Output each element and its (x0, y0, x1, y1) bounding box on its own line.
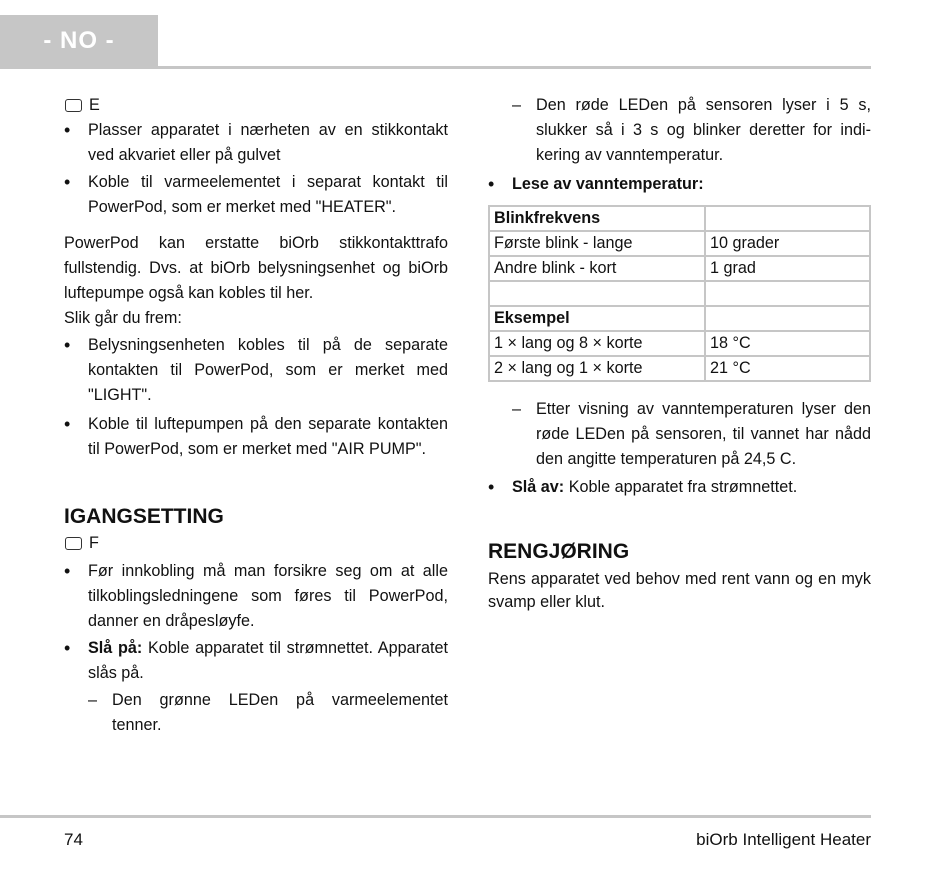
paragraph-powerpod: PowerPod kan erstatte biOrb stikkontakttrafo fullstendig. Dvs. at biOrb belysningsenhet og biOrb luftepumpe også kan kobles til her. (64, 234, 448, 302)
read-temperature-label: Lese av vanntemperatur: (512, 175, 704, 193)
language-tab: - NO - (0, 15, 158, 67)
table-row (489, 331, 870, 356)
footer-rule (0, 815, 871, 818)
table-row (489, 306, 870, 331)
switch-on-text: Koble apparatet til strømnettet. Apparatet slås på. (88, 639, 448, 682)
heading-rengjoring: RENGJØRING (488, 540, 630, 563)
paragraph-cleaning: Rens apparatet ved behov med rent vann og en myk svamp eller klut. (488, 570, 871, 611)
table-row (489, 356, 870, 381)
dash-after-display (512, 397, 871, 472)
step-f (64, 531, 448, 556)
table-cell: Andre blink - kort (489, 256, 705, 281)
footer-title: biOrb Intelligent Heater (696, 830, 871, 849)
table-cell: 1 grad (705, 256, 870, 281)
page-number: 74 (64, 830, 83, 849)
table-cell: 1 × lang og 8 × korte (489, 331, 705, 356)
dash-mark: – (88, 691, 98, 709)
table-row (489, 256, 870, 281)
bullet-air-pump: • Koble til luftepumpen på den separate kontakten til PowerPod, som er merket med "AIR PUMP". (64, 412, 448, 462)
header-rule (0, 66, 871, 69)
switch-off-label: Slå av: (512, 478, 565, 496)
table-row (489, 231, 870, 256)
switch-off-text: Koble apparatet fra strømnettet. (564, 478, 798, 496)
table-cell (705, 306, 870, 331)
bullet-switch-on (64, 636, 448, 686)
dash-red-led-text: Den røde LEDen på sensoren lyser i 5 s, slukker så i 3 s og blinker deretter for indikering av vanntemperatur. (536, 96, 871, 164)
table-cell: 18 °C (705, 331, 870, 356)
table-cell: 10 grader (705, 231, 870, 256)
step-e (64, 93, 448, 118)
table-row (489, 206, 870, 231)
blink-frequency-table (488, 205, 871, 382)
paragraph-howto: Slik går du frem: (64, 309, 182, 327)
table-cell (489, 281, 705, 306)
heading-igangsetting: IGANGSETTING (64, 505, 224, 528)
table-cell: 2 × lang og 1 × korte (489, 356, 705, 381)
dash-mark: – (512, 96, 522, 114)
bullet-drip-loop: • Før innkobling må man forsikre seg om at alle tilkoblingsledningene som føres til PowerPod, danner en dråpesløyfe. (64, 559, 448, 634)
table-cell: 21 °C (705, 356, 870, 381)
bullet-lighting: • Belysningsenheten kobles til på de separate kontakten til PowerPod, som er merket med "LIGHT". (64, 333, 448, 408)
figure-box-icon (65, 99, 82, 112)
dash-after-display-text: Etter visning av vanntemperaturen lyser den røde LEDen på sensoren, til vannet har nådd den angitte temperaturen på 24,5 C. (536, 400, 871, 468)
bullet-switch-off (488, 475, 871, 500)
bullet-place-device: • Plasser apparatet i nærheten av en stikkontakt ved akvariet eller på gulvet (64, 118, 448, 168)
dash-green-led-text: Den grønne LEDen på varmeelementet tenner. (112, 691, 448, 734)
dash-green-led (88, 688, 448, 738)
table-row (489, 281, 870, 306)
dash-mark: – (512, 400, 522, 418)
table-cell (705, 206, 870, 231)
table-cell: Blinkfrekvens (489, 206, 705, 231)
step-e-label: E (89, 96, 100, 114)
table-cell (705, 281, 870, 306)
switch-on-label: Slå på: (88, 639, 143, 657)
table-cell: Første blink - lange (489, 231, 705, 256)
step-f-label: F (89, 534, 99, 552)
bullet-connect-heater: • Koble til varmeelementet i separat kontakt til PowerPod, som er merket med "HEATER". (64, 170, 448, 220)
right-column (488, 93, 871, 614)
figure-box-icon (65, 537, 82, 550)
left-column (64, 93, 448, 738)
table-cell: Eksempel (489, 306, 705, 331)
bullet-read-temperature (488, 172, 871, 197)
dash-red-led (512, 93, 871, 168)
